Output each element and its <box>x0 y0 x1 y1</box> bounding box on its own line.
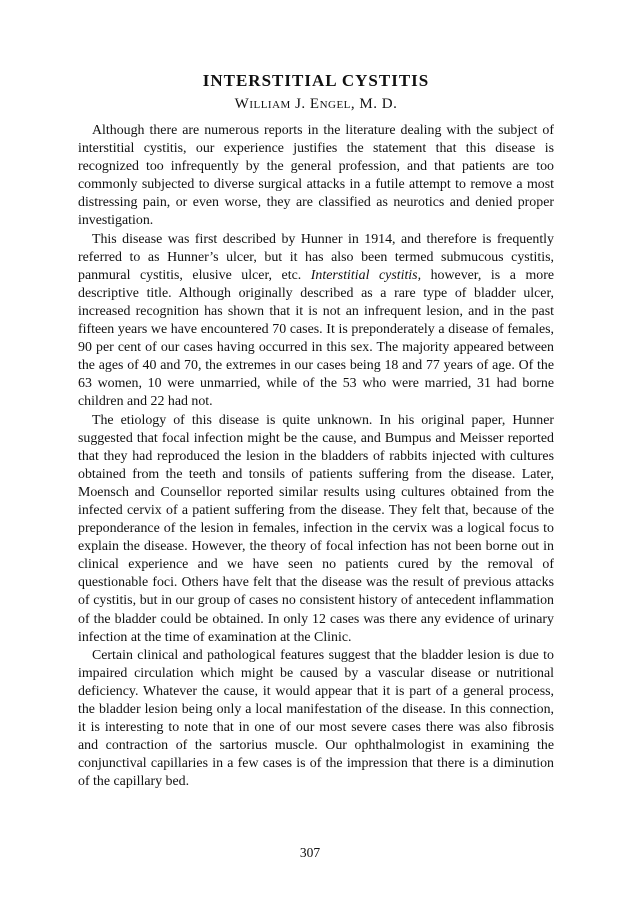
paragraph <box>78 231 554 412</box>
text-run: The etiology of this disease is quite unknown. In his original paper, Hunner suggested that focal infection might be the cause, and Bumpus and Meisser reported that they had reproduced the lesion in the bladders of rabbits injected with cultures obtained from the teeth and tonsils of patients suffering from the disease. Later, Moensch and Counsellor reported similar results using cultures obtained from the infected cervix of a patient suffering from the disease. They felt that, because of the preponderance of the lesion in females, infection in the cervix was a logical focus to explain the disease. However, the theory of focal infection has not been borne out in clinical experience and we have seen no patients cured by the removal of questionable foci. Others have felt that the disease was the result of previous attacks of cystitis, but in our group of cases no consistent history of antecedent inflammation of the bladder could be obtained. In only 12 cases was there any evidence of urinary infection at the time of examination at the Clinic. <box>78 412 554 645</box>
page-number: 307 <box>299 845 321 860</box>
article-body <box>78 122 554 791</box>
text-run: This disease was first described by Hunner in 1914, and therefore is frequently referred to as Hunner’s ulcer, but it has also been termed submucous cystitis, panmural cystitis, elusive ulcer, etc. <box>78 231 554 283</box>
text-run: Certain clinical and pathological features suggest that the bladder lesion is due to impaired circulation which might be caused by a vascular disease or nutritional deficiency. Whatever the cause, it would appear that it is part of a general process, the bladder lesion being only a local manifestation of the disease. In this connection, it is interesting to note that in one of our most severe cases there was also fibrosis and contraction of the sartorius muscle. Our ophthalmologist in examining the conjunctival capillaries in a few cases is of the impression that there is a diminution of the capillary bed. <box>78 647 554 790</box>
paragraph <box>78 647 554 792</box>
article-author: William J. Engel, M. D. <box>234 96 398 112</box>
text-run: Although there are numerous reports in the literature dealing with the subject of interstitial cystitis, our experience justifies the statement that this disease is recognized too infrequently by the general profession, and that patients are too commonly subjected to diverse surgical attacks in a futile attempt to remove a most distressing pain, or even worse, they are classified as neurotics and denied proper investigation. <box>78 123 554 229</box>
article-page <box>78 70 554 791</box>
paragraph <box>78 122 554 231</box>
article-title: INTERSTITIAL CYSTITIS <box>202 71 430 90</box>
paragraph <box>78 412 554 647</box>
italic-run: Interstitial cystitis, <box>310 267 422 283</box>
text-run: however, is a more descriptive title. Although originally described as a rare type of bladder ulcer, increased recognition has shown that it is not an infrequent lesion, and in the past fifteen years we have encountered 70 cases. It is preponderately a disease of females, 90 per cent of our cases having occurred in this sex. The majority appeared between the ages of 40 and 70, the extremes in our cases being 18 and 77 years of age. Of the 63 women, 10 were unmarried, while of the 53 who were married, 31 had borne children and 22 had not. <box>78 267 554 410</box>
